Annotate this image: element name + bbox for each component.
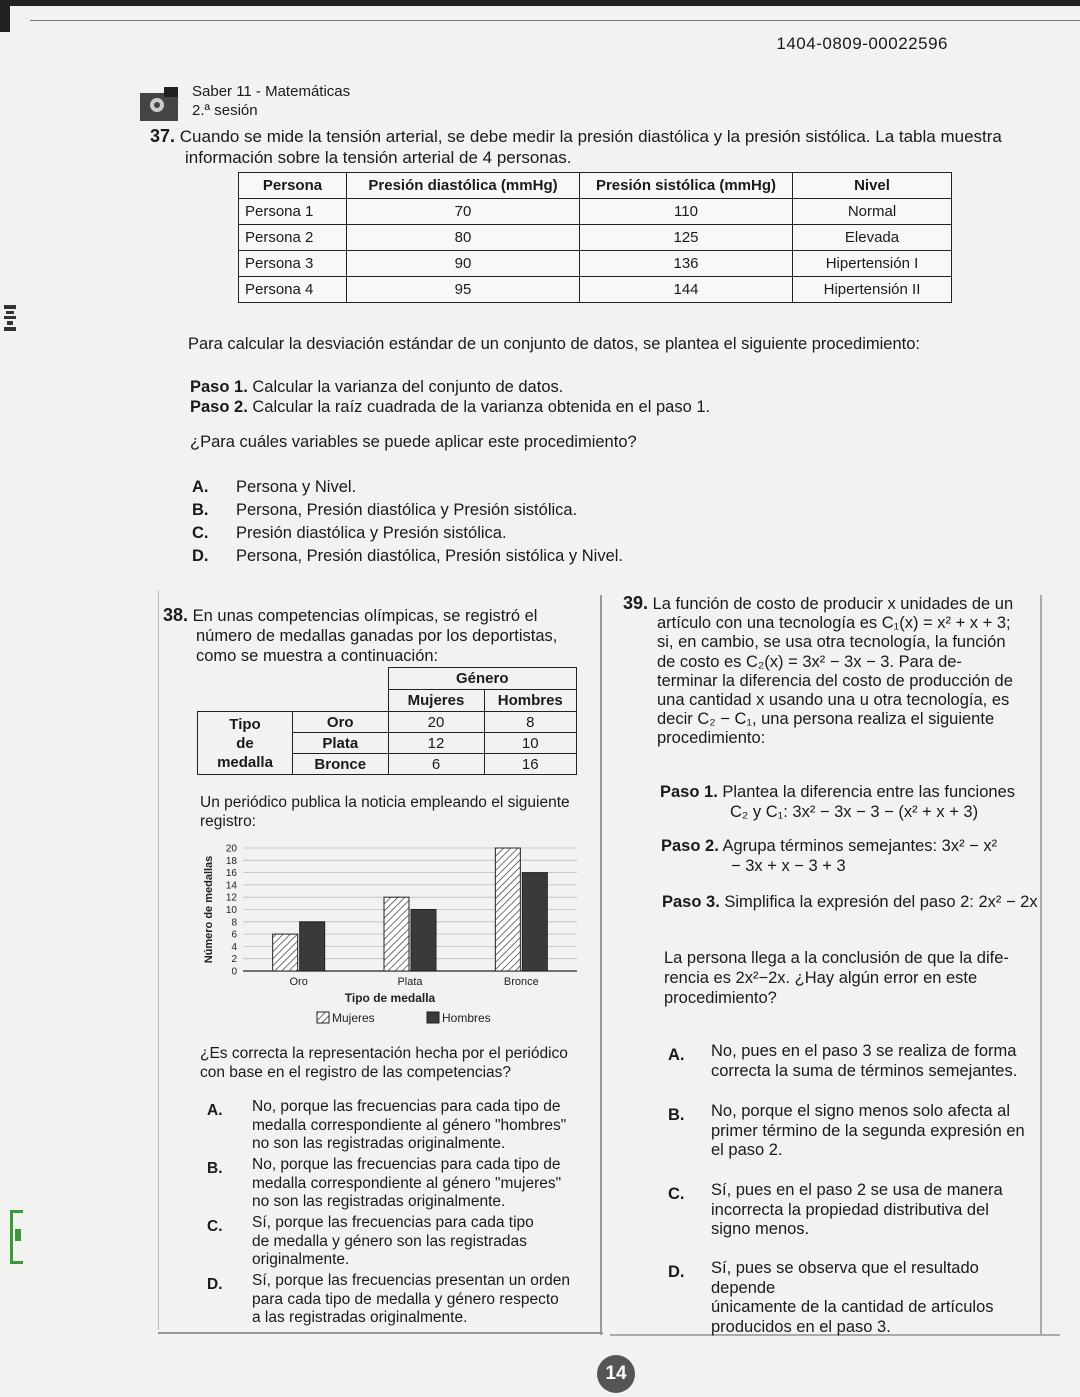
q38-news	[200, 793, 570, 831]
option-letter: C.	[192, 524, 209, 542]
q39-line4: de costo es C₂(x) = 3x² − 3x − 3. Para de-	[657, 652, 962, 671]
table-cell: 110	[580, 199, 793, 225]
option-text: Persona, Presión diastólica y Presión sistólica.	[236, 501, 578, 519]
legend-swatch-mujeres	[317, 1012, 329, 1023]
y-tick-label: 16	[225, 868, 237, 880]
option-letter: D.	[668, 1263, 685, 1281]
option-letter: A.	[192, 478, 209, 496]
table-row	[239, 251, 952, 277]
table-cell: 8	[484, 712, 577, 733]
option-text: Persona y Nivel.	[236, 478, 357, 496]
q38-option-c[interactable]: C. Sí, porque las frecuencias para cada tipo de medalla y género son las registradas originalmente.	[207, 1214, 534, 1268]
bar-mujeres-bronce	[495, 848, 520, 971]
table-cell: Persona 3	[239, 251, 347, 277]
medal-bar-chart	[195, 838, 585, 1033]
q38-intro-line1: En unas competencias olímpicas, se registró el	[192, 607, 538, 625]
table-header: Persona	[239, 173, 347, 199]
q39-number: 39.	[623, 593, 649, 613]
q39-step2-line2: − 3x + x − 3 + 3	[731, 857, 846, 875]
y-tick-label: 18	[225, 855, 237, 867]
column-divider	[158, 590, 159, 1330]
q38-intro-line3: como se muestra a continuación:	[196, 647, 439, 665]
option-letter: D.	[207, 1276, 223, 1293]
q37-intro-line1: Cuando se mide la tensión arterial, se debe medir la presión diastólica y la presión sistólica. La tabla muestra	[179, 127, 1002, 146]
option-letter: C.	[668, 1185, 685, 1203]
medal-type-header: Tipo de medalla	[198, 712, 293, 775]
barcode-mark-icon	[4, 305, 16, 333]
q39-conclusion-line2: rencia es 2x²−2x. ¿Hay algún error en este	[664, 969, 978, 987]
table-header: Mujeres	[388, 690, 484, 712]
q37-step1-text: Calcular la varianza del conjunto de datos.	[252, 378, 564, 396]
q39-option-d[interactable]: D. Sí, pues se observa que el resultado depende únicamente de la cantidad de artículos producidos en el paso 3.	[668, 1259, 994, 1336]
q39-conclusion-line1: La persona llega a la conclusión de que la dife-	[664, 949, 1009, 967]
table-cell: Normal	[793, 199, 952, 225]
table-cell: Persona 2	[239, 225, 347, 251]
table-cell: 90	[347, 251, 580, 277]
q38-question-line1: ¿Es correcta la representación hecha por el periódico	[200, 1045, 568, 1062]
table-header: Presión sistólica (mmHg)	[580, 173, 793, 199]
option-letter: D.	[192, 547, 209, 565]
q38-options	[207, 1098, 592, 1330]
q37-intro-line2: información sobre la tensión arterial de 4 personas.	[185, 148, 572, 167]
q39-step3-label: Paso 3.	[662, 893, 720, 911]
q39-options	[668, 1042, 1043, 1336]
document-id: 1404-0809-00022596	[776, 34, 948, 53]
q38-intro	[163, 605, 583, 666]
q37-table	[238, 172, 952, 303]
table-cell: 144	[580, 277, 793, 303]
x-tick-label: Oro	[289, 976, 308, 988]
q37-step2	[190, 397, 710, 417]
table-cell: 95	[347, 277, 580, 303]
bar-mujeres-plata	[384, 897, 409, 971]
legend-swatch-hombres	[427, 1012, 439, 1023]
q38-intro-line2: número de medallas ganadas por los deportistas,	[196, 627, 558, 645]
q37-procedure-intro: Para calcular la desviación estándar de un conjunto de datos, se plantea el siguiente procedimiento:	[188, 335, 920, 353]
table-cell: 136	[580, 251, 793, 277]
option-text: Presión diastólica y Presión sistólica.	[236, 524, 507, 542]
table-header-row	[239, 173, 952, 199]
q39-intro	[623, 594, 1038, 749]
q38-news-line1: Un periódico publica la noticia empleando el siguiente	[200, 794, 570, 811]
table-row	[239, 225, 952, 251]
row-label: Oro	[293, 712, 389, 733]
q39-line3: si, en cambio, se usa otra tecnología, la función	[657, 633, 1006, 652]
q39-line6: una cantidad x usando una u otra tecnología, es	[657, 691, 1010, 710]
y-tick-label: 2	[231, 954, 237, 966]
table-cell: 10	[484, 733, 577, 754]
table-cell: 20	[388, 712, 484, 733]
y-tick-label: 14	[225, 880, 237, 892]
q37-option-d[interactable]	[192, 547, 623, 570]
q37-step2-text: Calcular la raíz cuadrada de la varianza obtenida en el paso 1.	[252, 398, 711, 416]
q38-news-line2: registro:	[200, 813, 256, 830]
corner-mark	[0, 0, 10, 32]
q39-line8: procedimiento:	[657, 729, 766, 748]
legend-label: Hombres	[442, 1011, 491, 1025]
top-rule	[30, 20, 1080, 21]
q39-step2	[661, 836, 1041, 876]
q37-question: ¿Para cuáles variables se puede aplicar este procedimiento?	[190, 433, 637, 451]
q38-table	[197, 667, 577, 775]
bar-hombres-bronce	[522, 873, 547, 971]
q37-options	[192, 478, 623, 570]
y-tick-label: 0	[231, 966, 237, 978]
q38-option-b[interactable]: B. No, porque las frecuencias para cada tipo de medalla correspondiente al género "mujeres" no son las registradas originalmente.	[207, 1156, 562, 1210]
table-cell: Hipertensión I	[793, 251, 952, 277]
table-cell: 12	[388, 733, 484, 754]
table-cell: 6	[388, 754, 484, 775]
q37-intro	[150, 126, 1030, 147]
bar-hombres-oro	[300, 922, 325, 971]
q39-step1-line1: Plantea la diferencia entre las funciones	[722, 783, 1015, 801]
q38-question-line2: con base en el registro de las competencias?	[200, 1064, 512, 1081]
option-letter: A.	[207, 1102, 223, 1119]
q37-option-b[interactable]	[192, 501, 623, 524]
y-tick-label: 20	[225, 843, 237, 855]
x-axis-label: Tipo de medalla	[344, 991, 436, 1005]
option-letter: B.	[207, 1160, 223, 1177]
row-label: Bronce	[293, 754, 389, 775]
q38-number: 38.	[163, 605, 189, 625]
q39-step3	[662, 892, 1042, 912]
table-cell: 125	[580, 225, 793, 251]
table-cell: 16	[484, 754, 577, 775]
page-number: 14	[597, 1355, 635, 1393]
table-cell: Persona 4	[239, 277, 347, 303]
q38-question	[200, 1044, 568, 1082]
session-header	[192, 82, 350, 120]
q39-option-a[interactable]: A. No, pues en el paso 3 se realiza de forma correcta la suma de términos semejantes.	[668, 1042, 1018, 1080]
table-header: Nivel	[793, 173, 952, 199]
q39-line5: terminar la diferencia del costo de producción de	[657, 671, 1013, 690]
table-cell: 80	[347, 225, 580, 251]
option-letter: B.	[192, 501, 209, 519]
table-header: Hombres	[484, 690, 577, 712]
option-letter: B.	[668, 1106, 685, 1124]
q39-line7: decir C₂ − C₁, una persona realiza el siguiente	[657, 710, 995, 729]
q37-option-c[interactable]	[192, 524, 623, 547]
q37-step1	[190, 377, 563, 397]
q37-step1-label: Paso 1.	[190, 378, 248, 396]
q38-option-d[interactable]: D. Sí, porque las frecuencias presentan un orden para cada tipo de medalla y género respecto a las registradas originalmente.	[207, 1272, 570, 1326]
option-letter: C.	[207, 1218, 223, 1235]
q39-conclusion-line3: procedimiento?	[664, 989, 777, 1007]
x-tick-label: Bronce	[503, 976, 539, 988]
legend-label: Mujeres	[332, 1011, 375, 1025]
green-bracket-mark	[10, 1210, 23, 1264]
q39-option-c[interactable]: C. Sí, pues en el paso 2 se usa de manera incorrecta la propiedad distributiva del signo menos.	[668, 1181, 1003, 1238]
column-divider	[158, 1332, 603, 1334]
table-cell: Hipertensión II	[793, 277, 952, 303]
y-tick-label: 10	[225, 905, 237, 916]
q39-line1: La función de costo de producir x unidades de un	[652, 595, 1014, 613]
bar-hombres-plata	[411, 910, 436, 972]
table-row	[239, 277, 952, 303]
y-tick-label: 12	[225, 892, 237, 904]
table-cell: Elevada	[793, 225, 952, 251]
table-header: Presión diastólica (mmHg)	[347, 173, 580, 199]
q39-step1	[660, 782, 1040, 822]
option-text: Persona, Presión diastólica, Presión sistólica y Nivel.	[236, 547, 624, 565]
y-tick-label: 4	[231, 941, 237, 953]
q39-step2-line1: Agrupa términos semejantes: 3x² − x²	[722, 837, 998, 855]
q39-step2-label: Paso 2.	[661, 837, 719, 855]
gender-header: Género	[388, 668, 577, 690]
q37-number: 37.	[150, 126, 176, 146]
q39-conclusion	[664, 948, 1044, 1008]
icfes-logo-icon	[140, 87, 178, 121]
y-axis-label: Número de medallas	[203, 855, 215, 964]
y-tick-label: 6	[231, 929, 237, 941]
row-label: Plata	[293, 733, 389, 754]
subject-title: Saber 11 - Matemáticas	[192, 83, 351, 100]
option-letter: A.	[668, 1046, 685, 1064]
table-row	[239, 199, 952, 225]
table-cell: Persona 1	[239, 199, 347, 225]
q38-option-a[interactable]: A. No, porque las frecuencias para cada tipo de medalla correspondiente al género "hombres" no son las registradas originalmente.	[207, 1098, 567, 1152]
q39-step1-line2: C₂ y C₁: 3x² − 3x − 3 − (x² + x + 3)	[730, 803, 979, 821]
bar-mujeres-oro	[273, 934, 298, 971]
q39-step3-text: Simplifica la expresión del paso 2: 2x² − 2x	[724, 893, 1038, 911]
q37-step2-label: Paso 2.	[190, 398, 248, 416]
top-border	[0, 0, 1080, 6]
q39-option-b[interactable]: B. No, porque el signo menos solo afecta al primer término de la segunda expresión en el paso 2.	[668, 1102, 1025, 1159]
session-label: 2.ª sesión	[192, 102, 258, 119]
x-tick-label: Plata	[397, 976, 423, 988]
y-tick-label: 8	[231, 917, 237, 929]
table-cell: 70	[347, 199, 580, 225]
q39-line2: artículo con una tecnología es C₁(x) = x² + x + 3;	[657, 614, 1011, 633]
column-divider	[600, 595, 602, 1335]
q39-step1-label: Paso 1.	[660, 783, 718, 801]
q37-option-a[interactable]	[192, 478, 623, 501]
